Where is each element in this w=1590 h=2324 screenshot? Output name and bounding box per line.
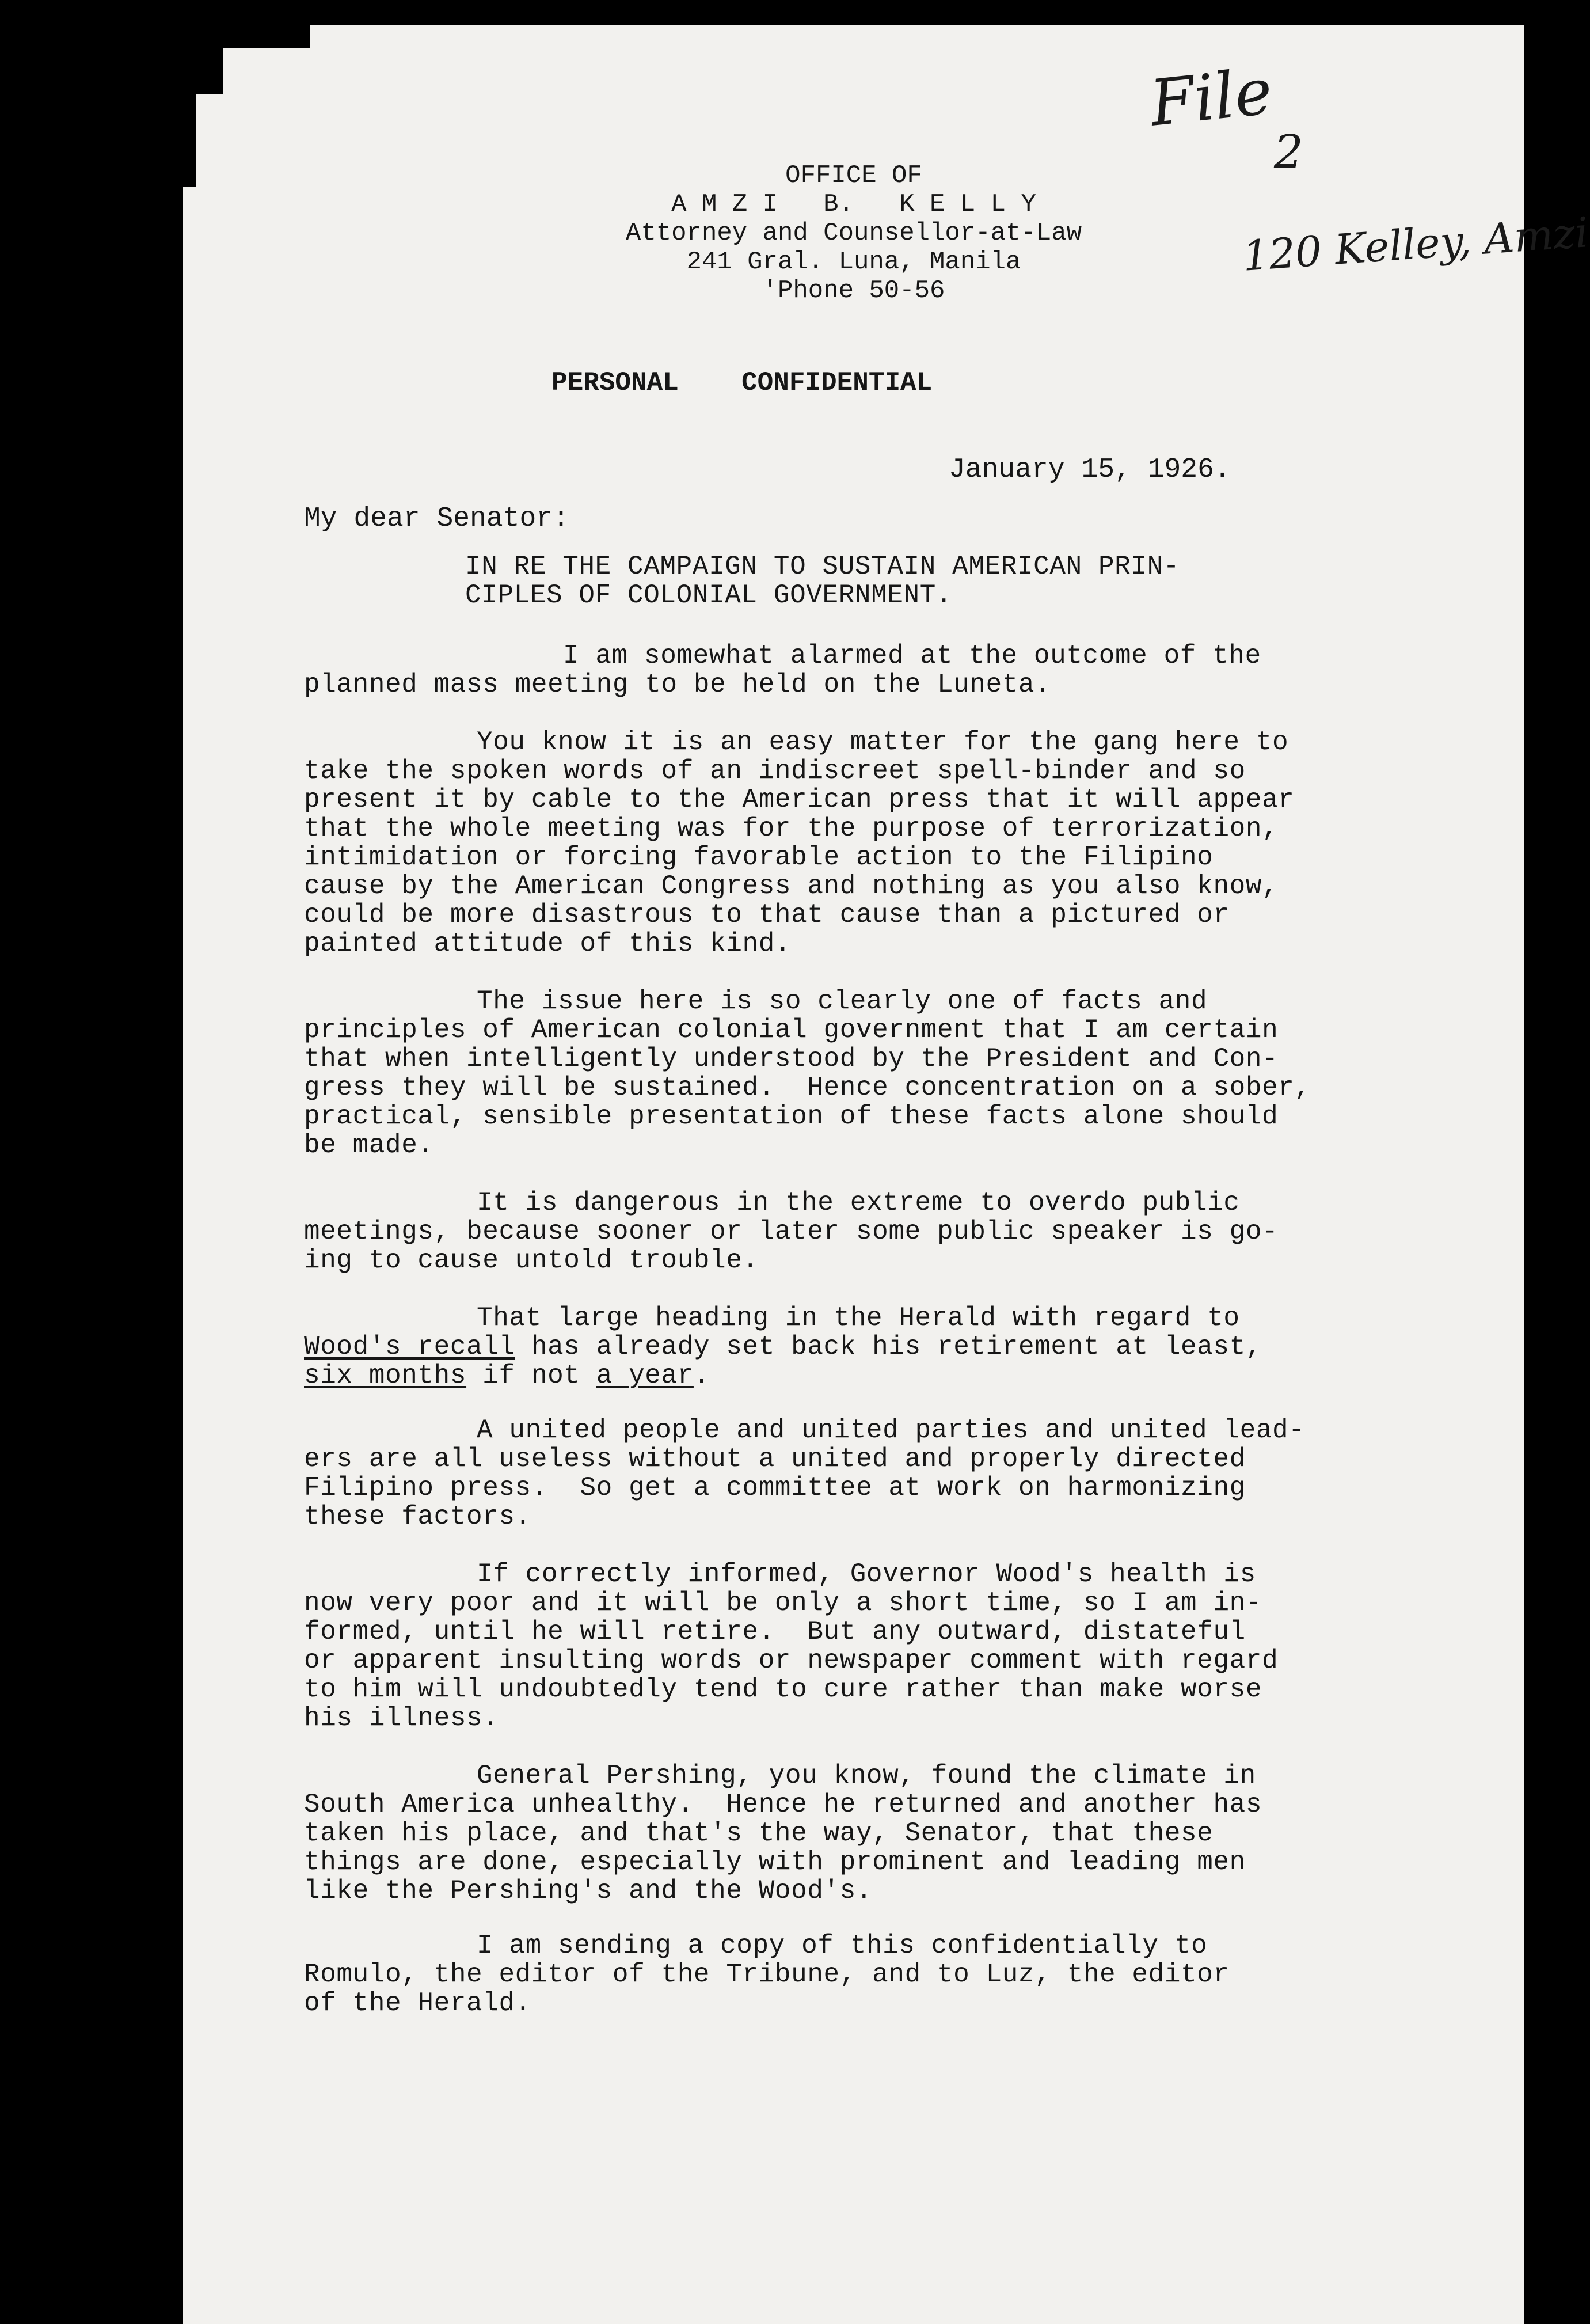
torn-edge-top <box>183 25 223 94</box>
paragraph-line: planned mass meeting to be held on the Luneta. <box>304 670 1051 700</box>
paragraph-6 <box>304 1416 1455 1531</box>
letterhead-name: A M Z I B. K E L L Y <box>671 190 1036 219</box>
paragraph-line: his illness. <box>304 1703 499 1733</box>
paragraph-line: be made. <box>304 1130 434 1160</box>
subject-line-1: IN RE THE CAMPAIGN TO SUSTAIN AMERICAN PRIN- <box>465 552 1180 582</box>
letterhead-title: Attorney and Counsellor-at-Law <box>625 219 1082 248</box>
salutation: My dear Senator: <box>304 503 569 534</box>
paragraph-text: . <box>693 1361 710 1391</box>
paragraph-line: meetings, because sooner or later some public speaker is go- <box>304 1217 1279 1247</box>
subject-line <box>465 552 1444 610</box>
paragraph-line: present it by cable to the American press that it will appear <box>304 785 1295 815</box>
paragraph-line: I am somewhat alarmed at the outcome of the <box>563 641 1261 671</box>
paragraph-line: A united people and united parties and united lead- <box>477 1415 1305 1445</box>
paragraph-line: It is dangerous in the extreme to overdo public <box>477 1188 1240 1218</box>
paragraph-line <box>304 1332 1455 1361</box>
letter-date: January 15, 1926. <box>949 454 1231 485</box>
paragraph-line: ing to cause untold trouble. <box>304 1245 759 1275</box>
confidential-marking: CONFIDENTIAL <box>741 368 933 398</box>
paragraph-line: gress they will be sustained. Hence concentration on a sober, <box>304 1073 1311 1103</box>
paragraph-line: these factors. <box>304 1502 531 1532</box>
underlined-phrase: Wood's recall <box>304 1332 515 1362</box>
paragraph-line: now very poor and it will be only a short time, so I am in- <box>304 1588 1262 1618</box>
letterhead-address: 241 Gral. Luna, Manila <box>686 248 1021 276</box>
paragraph-line: South America unhealthy. Hence he returned and another has <box>304 1790 1262 1820</box>
underlined-phrase: a year <box>596 1361 694 1391</box>
paragraph-line <box>304 1361 1455 1390</box>
paragraph-line: taken his place, and that's the way, Senator, that these <box>304 1818 1214 1848</box>
paragraph-9 <box>304 1931 1455 2018</box>
paragraph-line: practical, sensible presentation of these facts alone should <box>304 1102 1279 1131</box>
paragraph-line: ers are all useless without a united and properly directed <box>304 1444 1246 1474</box>
paragraph-line: that the whole meeting was for the purpose of terrorization, <box>304 814 1279 844</box>
paragraph-text: if not <box>466 1361 596 1391</box>
subject-line-2: CIPLES OF COLONIAL GOVERNMENT. <box>465 580 953 610</box>
handwritten-index-note: 120 Kelley, Amzi <box>1241 208 1590 280</box>
paragraph-1 <box>304 641 1455 699</box>
paragraph-5 <box>304 1304 1455 1390</box>
paragraph-line: of the Herald. <box>304 1988 531 2018</box>
paragraph-line: Filipino press. So get a committee at work on harmonizing <box>304 1473 1246 1503</box>
torn-edge-notch <box>223 25 310 48</box>
paragraph-line: could be more disastrous to that cause than a pictured or <box>304 900 1230 930</box>
letter-page <box>183 25 1590 2324</box>
paragraph-4 <box>304 1188 1455 1275</box>
paragraph-line: I am sending a copy of this confidentially to <box>477 1931 1208 1961</box>
paragraph-line: You know it is an easy matter for the gang here to <box>477 727 1289 757</box>
paragraph-line: The issue here is so clearly one of facts and <box>477 986 1208 1016</box>
paragraph-line: things are done, especially with prominent and leading men <box>304 1847 1246 1877</box>
paragraph-line: principles of American colonial government that I am certain <box>304 1015 1279 1045</box>
paragraph-line: painted attitude of this kind. <box>304 929 792 959</box>
handwritten-file-note: File <box>1146 54 1276 140</box>
letterhead-office-of: OFFICE OF <box>785 161 922 190</box>
paragraph-line: or apparent insulting words or newspaper comment with regard <box>304 1646 1279 1676</box>
letterhead-phone: 'Phone 50-56 <box>762 276 945 305</box>
paragraph-line: cause by the American Congress and nothing as you also know, <box>304 871 1279 901</box>
paragraph-2 <box>304 728 1455 958</box>
paragraph-3 <box>304 987 1455 1160</box>
underlined-phrase: six months <box>304 1361 467 1391</box>
paragraph-line: Romulo, the editor of the Tribune, and to Luz, the editor <box>304 1960 1230 1989</box>
paragraph-line: If correctly informed, Governor Wood's health is <box>477 1559 1256 1589</box>
paragraph-line: to him will undoubtedly tend to cure rather than make worse <box>304 1674 1262 1704</box>
paragraph-line: intimidation or forcing favorable action to the Filipino <box>304 842 1214 872</box>
paragraph-line: like the Pershing's and the Wood's. <box>304 1876 873 1906</box>
handwritten-file-number: 2 <box>1274 125 1303 179</box>
paragraph-line: formed, until he will retire. But any outward, distateful <box>304 1617 1246 1647</box>
paragraph-line: General Pershing, you know, found the climate in <box>477 1761 1256 1791</box>
paragraph-7 <box>304 1560 1455 1733</box>
paragraph-8 <box>304 1761 1455 1905</box>
paragraph-text: has already set back his retirement at least, <box>515 1332 1262 1362</box>
paragraph-line: take the spoken words of an indiscreet spell-binder and so <box>304 756 1246 786</box>
paragraph-line: that when intelligently understood by the President and Con- <box>304 1044 1279 1074</box>
paragraph-line: That large heading in the Herald with regard to <box>477 1303 1240 1333</box>
personal-marking: PERSONAL <box>551 368 679 398</box>
